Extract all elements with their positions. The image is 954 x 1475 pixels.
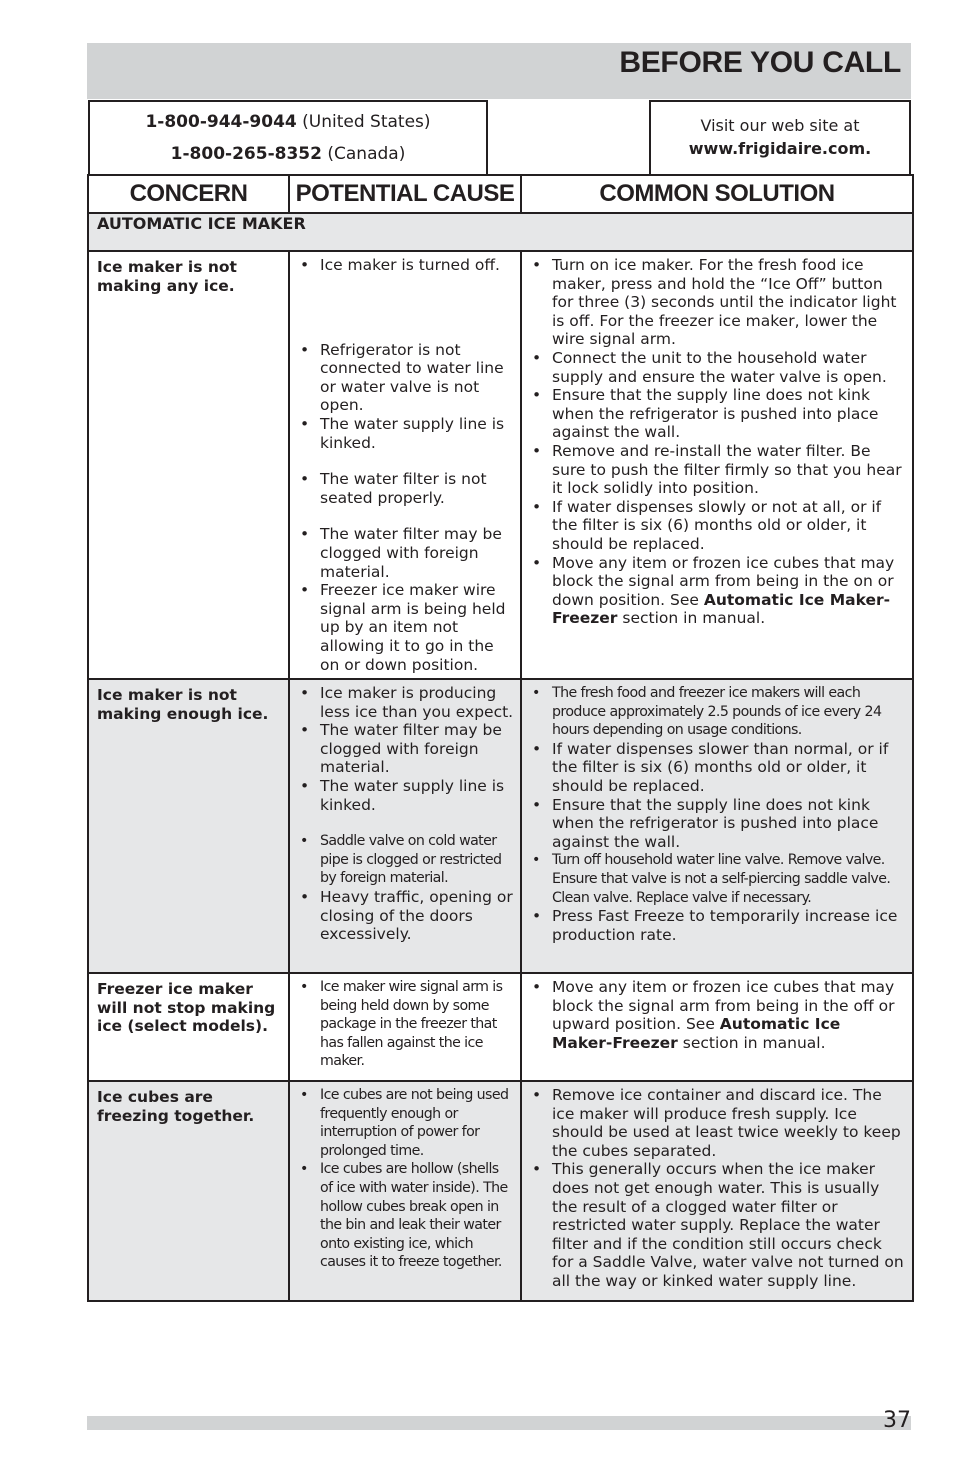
phone-ca-number: 1-800-265-8352 [170, 144, 322, 164]
solution-cell [521, 251, 913, 679]
footer-bar [87, 1416, 911, 1430]
cause-item: • Ice maker is producing less ice than you expect. [298, 684, 514, 721]
header-potential-cause: POTENTIAL CAUSE [289, 175, 521, 213]
concern-cell: Ice maker is not making any ice. [88, 251, 289, 679]
cause-cell [289, 679, 521, 973]
web-url: www.frigidaire.com. [688, 139, 872, 158]
table-row [88, 679, 913, 973]
header-bar [87, 43, 911, 99]
cause-item: • Ice cubes are not being used frequently enough or interruption of power for prolonged time. [298, 1086, 514, 1160]
solution-cell [521, 1081, 913, 1301]
concern-cell: Ice maker is not making enough ice. [88, 679, 289, 973]
solution-item-with-ref [530, 978, 904, 1052]
troubleshooting-table [87, 174, 914, 1302]
header-concern: CONCERN [88, 175, 289, 213]
cause-item: • Ice maker is turned off. [298, 256, 514, 275]
cause-item: • The water filter may be clogged with foreign material. [298, 525, 514, 581]
solution-item: • Turn off household water line valve. Remove valve. Ensure that valve is not a self-piercing saddle valve. Clean valve. Replace valve if necessary. [530, 851, 904, 907]
cause-item: • Freezer ice maker wire signal arm is being held up by an item not allowing it to go in the on or down position. [298, 581, 514, 674]
solution-text: Move any item or frozen ice cubes that may block the signal arm from being in the on or down position. See [552, 553, 895, 609]
solution-cell [521, 679, 913, 973]
cause-item: • The water filter is not seated properly. [298, 470, 514, 507]
cause-cell [289, 973, 521, 1081]
phone-us-region: (United States) [302, 112, 431, 132]
solution-item: • If water dispenses slowly or not at all, or if the filter is six (6) months old or older, it should be replaced. [530, 498, 904, 554]
solution-item: • Remove and re-install the water filter. Be sure to push the filter firmly so that you hear it lock solidly into position. [530, 442, 904, 498]
solution-item: • Remove ice container and discard ice. The ice maker will produce fresh supply. Ice should be used at least twice weekly to keep the cubes separated. [530, 1086, 904, 1160]
header-common-solution: COMMON SOLUTION [521, 175, 913, 213]
cause-cell [289, 1081, 521, 1301]
section-row [88, 213, 913, 251]
solution-item: • Connect the unit to the household water supply and ensure the water valve is open. [530, 349, 904, 386]
page-number: 37 [883, 1408, 911, 1433]
cause-item: • Ice cubes are hollow (shells of ice with water inside). The hollow cubes break open in the bin and leak their water onto existing ice, which causes it to freeze together. [298, 1160, 514, 1272]
solution-tail: section in manual. [617, 609, 766, 628]
solution-item: • If water dispenses slower than normal, or if the filter is six (6) months old or older, it should be replaced. [530, 740, 904, 796]
cause-item: • Saddle valve on cold water pipe is clogged or restricted by foreign material. [298, 832, 514, 888]
table-row [88, 973, 913, 1081]
solution-tail: section in manual. [677, 1033, 826, 1052]
page-title: BEFORE YOU CALL [619, 46, 901, 79]
cause-item: • Heavy traffic, opening or closing of the doors excessively. [298, 888, 514, 944]
phone-canada [90, 144, 486, 164]
solution-item: • The fresh food and freezer ice makers will each produce approximately 2.5 pounds of ice every 24 hours depending on usage conditions. [530, 684, 904, 740]
solution-cell [521, 973, 913, 1081]
table-row [88, 251, 913, 679]
phone-ca-region: (Canada) [327, 144, 406, 164]
concern-cell: Ice cubes are freezing together. [88, 1081, 289, 1301]
solution-item-with-ref [530, 554, 904, 628]
section-title: AUTOMATIC ICE MAKER [88, 213, 913, 251]
cause-item: • Ice maker wire signal arm is being held down by some package in the freezer that has fallen against the ice maker. [298, 978, 514, 1071]
concern-cell: Freezer ice maker will not stop making ice (select models). [88, 973, 289, 1081]
table-header-row [88, 175, 913, 213]
solution-item: • Ensure that the supply line does not kink when the refrigerator is pushed into place against the wall. [530, 386, 904, 442]
cause-item: • The water supply line is kinked. [298, 415, 514, 452]
phone-us [90, 112, 486, 132]
manual-section-ref: Automatic Ice Maker-Freezer [552, 1015, 841, 1052]
contact-phones-box [88, 100, 488, 174]
cause-item: • Refrigerator is not connected to water line or water valve is not open. [298, 341, 514, 415]
solution-item: • This generally occurs when the ice maker does not get enough water. This is usually the result of a clogged water filter or restricted water supply. Replace the water filter and if the condition still occurs check for a Saddle Valve, water valve not turned on all the way or kinked water supply line. [530, 1160, 904, 1290]
cause-cell [289, 251, 521, 679]
cause-item: • The water filter may be clogged with foreign material. [298, 721, 514, 777]
manual-section-ref: Automatic Ice Maker-Freezer [552, 590, 891, 628]
web-intro: Visit our web site at [700, 116, 860, 135]
solution-item: • Turn on ice maker. For the fresh food ice maker, press and hold the “Ice Off” button for three (3) seconds until the indicator light is off. For the freezer ice maker, lower the wire signal arm. [530, 256, 904, 349]
solution-text: Move any item or frozen ice cubes that may block the signal arm from being in the off or upward position. See [552, 978, 895, 1034]
table-row [88, 1081, 913, 1301]
contact-spacer [488, 100, 650, 174]
solution-item: • Press Fast Freeze to temporarily increase ice production rate. [530, 907, 904, 944]
solution-item: • Ensure that the supply line does not kink when the refrigerator is pushed into place against the wall. [530, 796, 904, 852]
contact-web-box [649, 100, 911, 174]
cause-item: • The water supply line is kinked. [298, 777, 514, 814]
phone-us-number: 1-800-944-9044 [145, 112, 297, 132]
